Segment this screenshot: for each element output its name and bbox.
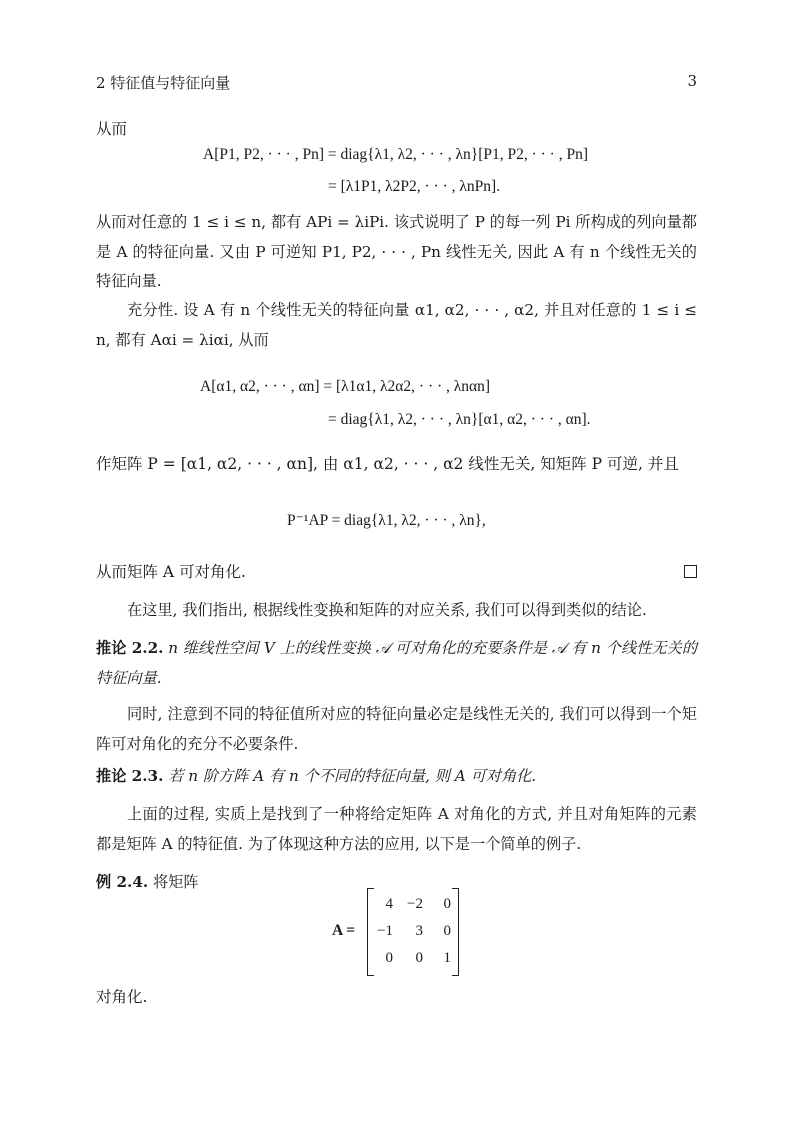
text-line: 对角化. [96, 988, 148, 1006]
text-line: 从而矩阵 A 可对角化. [96, 563, 246, 581]
qed-symbol [684, 565, 697, 578]
matrix-cell: −1 [377, 923, 393, 939]
example-text: 将矩阵 [153, 873, 199, 891]
paragraph: 充分性. 设 A 有 n 个线性无关的特征向量 α1, α2, · · · , α2, 并且对任意的 1 ≤ i ≤ n, 都有 Aαi = λiαi, 从而 [96, 301, 697, 349]
paragraph: 同时, 注意到不同的特征值所对应的特征向量必定是线性无关的, 我们可以得到一个矩阵可对角化的充分不必要条件. [96, 705, 697, 753]
page-number: 3 [687, 72, 697, 90]
matrix-cell: 0 [443, 923, 451, 939]
paragraph: 在这里, 我们指出, 根据线性变换和矩阵的对应关系, 我们可以得到类似的结论. [127, 601, 647, 619]
matrix-cell: −2 [407, 896, 423, 912]
running-header-section: 2 特征值与特征向量 [96, 74, 231, 92]
text-line: 从而 [96, 120, 128, 138]
paragraph: 上面的过程, 实质上是找到了一种将给定矩阵 A 对角化的方式, 并且对角矩阵的元素都是矩阵 A 的特征值. 为了体现这种方法的应用, 以下是一个简单的例子. [96, 805, 697, 853]
matrix-cell: 3 [415, 923, 423, 939]
matrix-A [367, 888, 459, 974]
matrix-cell: 0 [443, 896, 451, 912]
equation-line: A[P1, P2, · · · , Pn] = diag{λ1, λ2, · · · , λn}[P1, P2, · · · , Pn] [203, 146, 588, 163]
corollary-text: 若 n 阶方阵 A 有 n 个不同的特征向量, 则 A 可对角化. [168, 767, 537, 785]
corollary-text: n 维线性空间 V 上的线性变换 𝒜 可对角化的充要条件是 𝒜 有 n 个线性无关的特征向量. [96, 639, 698, 687]
corollary-label: 推论 2.3. [96, 767, 164, 785]
equation-line: P⁻¹AP = diag{λ1, λ2, · · · , λn}, [287, 512, 486, 529]
corollary-2-2 [96, 634, 697, 693]
corollary-2-3 [96, 762, 697, 792]
example-label: 例 2.4. [96, 873, 149, 891]
text-line: 作矩阵 P = [α1, α2, · · · , αn], 由 α1, α2, · · · , α2 线性无关, 知矩阵 P 可逆, 并且 [96, 455, 679, 473]
paragraph: 从而对任意的 1 ≤ i ≤ n, 都有 APi = λiPi. 该式说明了 P 的每一列 Pi 所构成的列向量都是 A 的特征向量. 又由 P 可逆知 P1, P2, · · · , Pn 线性无关, 因此 A 有 n 个线性无关的特征向量. [96, 213, 697, 290]
matrix-cell: 4 [385, 896, 393, 912]
matrix-cell: 0 [415, 950, 423, 966]
matrix-lhs: A = [332, 922, 356, 939]
equation-line: = [λ1P1, λ2P2, · · · , λnPn]. [328, 178, 501, 195]
equation-line: = diag{λ1, λ2, · · · , λn}[α1, α2, · · · , αn]. [328, 411, 591, 428]
matrix-cell: 1 [443, 950, 451, 966]
equation-line: A[α1, α2, · · · , αn] = [λ1α1, λ2α2, · · · , λnαn] [200, 378, 491, 395]
matrix-cell: 0 [385, 950, 393, 966]
corollary-label: 推论 2.2. [96, 639, 164, 657]
matrix-right-bracket [452, 888, 459, 976]
